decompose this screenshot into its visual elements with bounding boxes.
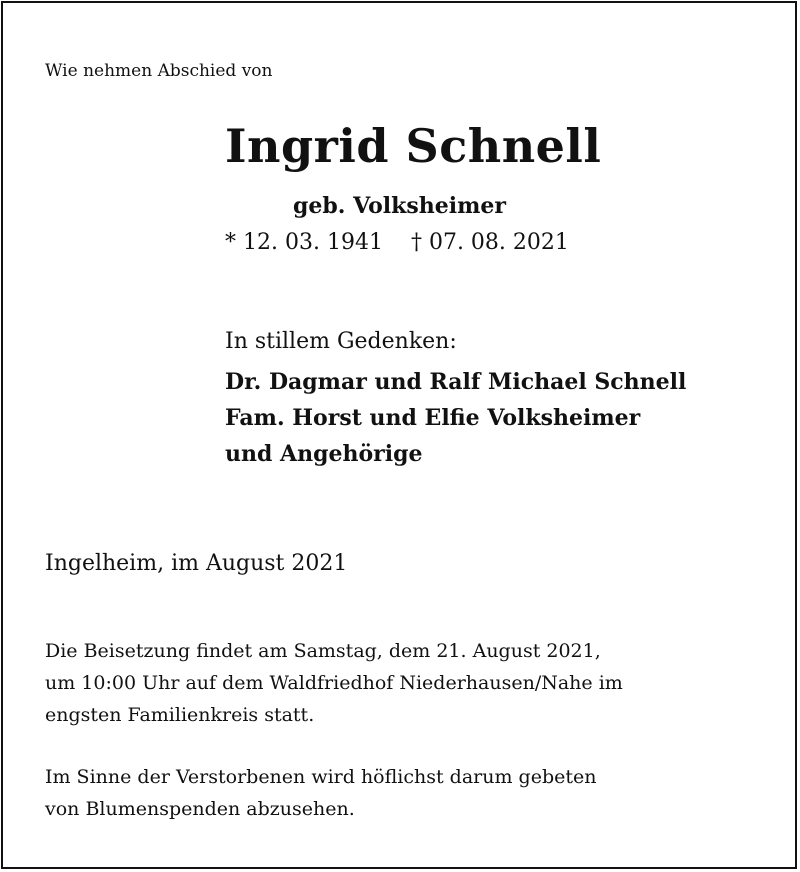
- birth-name: geb. Volksheimer: [293, 193, 507, 219]
- life-dates: [225, 230, 569, 255]
- flowers-line: Im Sinne der Verstorbenen wird höflichst darum gebeten: [45, 766, 597, 788]
- funeral-line: Die Beisetzung findet am Samstag, dem 21. August 2021,: [45, 640, 601, 662]
- place-date: Ingelheim, im August 2021: [45, 551, 348, 576]
- death-date: † 07. 08. 2021: [410, 230, 569, 255]
- notice-frame: [1, 1, 797, 869]
- birth-date: * 12. 03. 1941: [225, 230, 383, 255]
- intro-text: Wie nehmen Abschied von: [45, 61, 273, 81]
- funeral-line: um 10:00 Uhr auf dem Waldfriedhof Niederhausen/Nahe im: [45, 672, 623, 694]
- mourner-line: und Angehörige: [225, 441, 423, 467]
- flowers-line: von Blumenspenden abzusehen.: [45, 798, 355, 820]
- funeral-line: engsten Familienkreis statt.: [45, 704, 315, 726]
- mourners-label: In stillem Gedenken:: [225, 329, 457, 354]
- mourner-line: Fam. Horst und Elfie Volksheimer: [225, 405, 641, 431]
- deceased-name: Ingrid Schnell: [225, 119, 602, 173]
- mourner-line: Dr. Dagmar und Ralf Michael Schnell: [225, 369, 687, 395]
